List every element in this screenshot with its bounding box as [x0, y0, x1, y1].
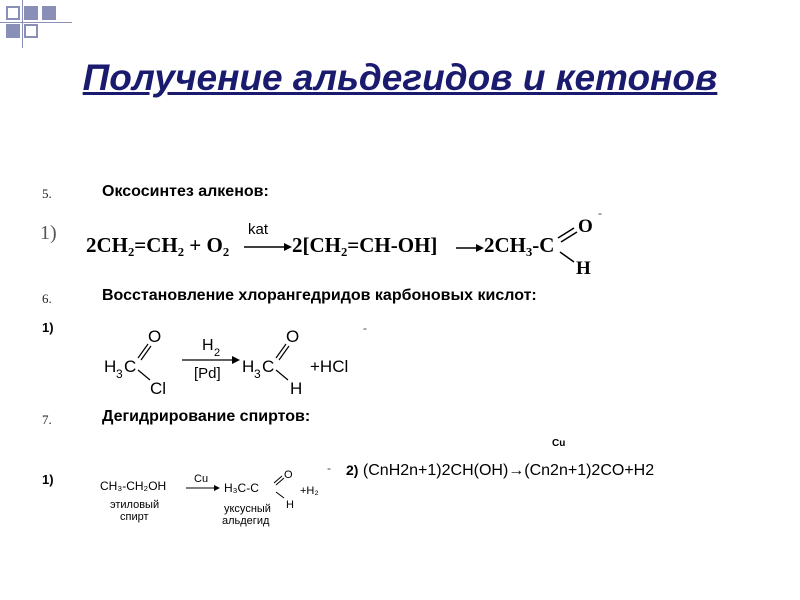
dash: - [327, 461, 331, 475]
double-bond [561, 232, 577, 242]
product-name: уксусный [224, 503, 271, 515]
subscript: 3 [116, 367, 123, 381]
reaction-arrow-head [214, 485, 220, 491]
slide-title: Получение альдегидов и кетонов [82, 57, 718, 98]
oxygen-atom: O [286, 327, 300, 346]
h-atom: H [242, 357, 255, 376]
reactant-name: спирт [120, 511, 149, 523]
dash: - [363, 321, 367, 335]
subscript: 3 [254, 367, 261, 381]
formula-label: 2) [346, 462, 359, 478]
byproduct: +H₂ [300, 485, 319, 497]
corner-rule [22, 0, 23, 48]
single-bond [138, 370, 150, 380]
section-number: 7. [42, 412, 52, 427]
corner-rule [0, 22, 72, 23]
section-number: 6. [42, 291, 52, 306]
oxygen-atom: O [578, 216, 593, 237]
catalyst-label: kat [248, 221, 269, 238]
subsection-number: 1) [40, 222, 57, 244]
reaction-dehydrogenation [96, 468, 336, 532]
corner-square [6, 24, 20, 38]
oxygen-atom: O [148, 327, 162, 346]
single-bond [276, 370, 288, 380]
single-bond [276, 492, 284, 498]
section-number: 5. [42, 186, 52, 201]
reaction-arrow-head [284, 243, 292, 251]
product-name: альдегид [222, 515, 270, 527]
hydrogen-atom: H [290, 379, 303, 398]
formula-catalyst: Cu [552, 438, 566, 449]
catalyst-top-sub: 2 [214, 347, 221, 359]
double-bond [138, 344, 148, 358]
hydrogen-atom: H [576, 258, 591, 279]
intermediate: 2[CH₂=CH-OH] [292, 233, 438, 257]
general-formula [346, 462, 654, 480]
section-heading: Восстановление хлорангедридов карбоновых кислот: [102, 287, 537, 304]
reactant-name: этиловый [110, 499, 160, 511]
corner-square [24, 6, 38, 20]
catalyst-label: Cu [194, 473, 209, 485]
hydrogen-atom: H [286, 499, 294, 511]
double-bond [276, 344, 286, 358]
h-atom: H [104, 357, 117, 376]
double-bond [276, 478, 284, 485]
corner-square [42, 6, 56, 20]
corner-square [24, 24, 38, 38]
double-bond [141, 346, 151, 360]
reaction-arrow-head [476, 244, 484, 252]
section-heading: Дегидрирование спиртов: [102, 408, 311, 425]
double-bond [279, 346, 289, 360]
reaction-oxo-synthesis [80, 212, 620, 279]
double-bond [274, 476, 282, 483]
byproduct: +HCl [310, 357, 349, 376]
section-heading: Оксосинтез алкенов: [102, 183, 269, 200]
chlorine-atom: Cl [150, 379, 167, 398]
catalyst-bottom: [Pd] [194, 365, 221, 382]
product: 2CH₃-C [484, 233, 555, 257]
carbon-atom: C [262, 357, 275, 376]
dash: - [598, 206, 602, 220]
single-bond [560, 252, 574, 262]
subsection-number: 1) [42, 472, 54, 487]
reactants: 2CH₂=CH₂ + O₂ [86, 233, 230, 257]
double-bond [558, 228, 574, 238]
reactant: CH₃-CH₂OH [100, 479, 167, 493]
oxygen-atom: O [284, 469, 293, 481]
reaction-acyl-chloride-reduction [100, 322, 370, 402]
carbon-atom: C [124, 357, 137, 376]
subsection-number: 1) [42, 320, 54, 335]
corner-square [6, 6, 20, 20]
formula-text: (CnH2n+1)2CH(OH)→(Cn2n+1)2CO+H2 [362, 462, 655, 479]
reaction-arrow-head [232, 356, 240, 364]
product: H₃C-C [224, 481, 259, 495]
catalyst-top: H [202, 337, 214, 354]
